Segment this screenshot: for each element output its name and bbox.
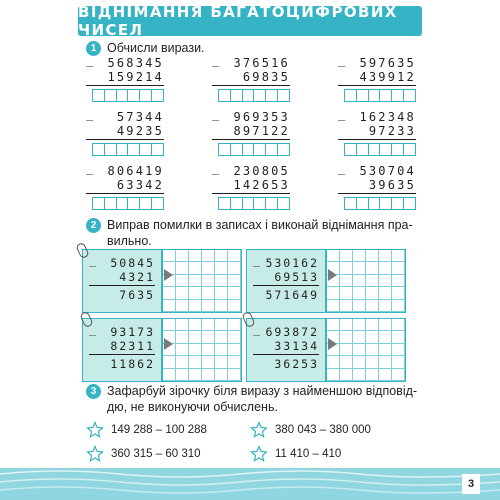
answer-cell[interactable]: [277, 89, 290, 102]
grid-cell[interactable]: [202, 250, 215, 262]
grid-cell[interactable]: [163, 250, 176, 262]
grid-cell[interactable]: [163, 319, 176, 331]
minuend-value: 530704: [359, 164, 416, 178]
grid-cell[interactable]: [163, 287, 176, 299]
star-icon[interactable]: [250, 445, 268, 463]
task-2-header: [86, 217, 413, 249]
grid-cell[interactable]: [340, 344, 353, 356]
underline: [253, 354, 319, 355]
answer-cell[interactable]: [151, 197, 164, 210]
arrow-right-icon: [328, 269, 337, 281]
grid-cell[interactable]: [340, 250, 353, 262]
erroneous-subtraction-card: [82, 249, 162, 313]
minuend: [212, 53, 290, 70]
minus-sign: _: [338, 107, 348, 121]
minuend: [338, 161, 416, 178]
grid-cell[interactable]: [340, 275, 353, 287]
grid-cell[interactable]: [189, 262, 202, 274]
grid-cell[interactable]: [228, 300, 241, 312]
underline: [86, 139, 164, 140]
star-icon[interactable]: [250, 421, 268, 439]
underline: [338, 139, 416, 140]
answer-cells[interactable]: [212, 89, 290, 102]
minuend-value: 93173: [110, 325, 155, 339]
minus-sign: _: [338, 161, 348, 175]
minuend-value: 693872: [265, 325, 319, 339]
subtrahend: 69835: [242, 70, 290, 84]
arrow-right-icon: [164, 338, 173, 350]
erroneous-subtraction-card: [82, 318, 162, 382]
answer-cells[interactable]: [212, 197, 290, 210]
grid-cell[interactable]: [379, 344, 392, 356]
grid-cell[interactable]: [353, 369, 366, 381]
grid-cell[interactable]: [176, 369, 189, 381]
subtrahend: 33134: [274, 339, 319, 353]
star-icon[interactable]: [86, 421, 104, 439]
task-2-text: [107, 217, 413, 249]
grid-cell[interactable]: [228, 275, 241, 287]
grid-cell[interactable]: [379, 356, 392, 368]
grid-cell[interactable]: [340, 262, 353, 274]
answer-cell[interactable]: [151, 143, 164, 156]
answer-cell[interactable]: [403, 143, 416, 156]
minuend: [253, 253, 319, 270]
grid-cell[interactable]: [189, 356, 202, 368]
grid-cell[interactable]: [392, 275, 405, 287]
grid-cell[interactable]: [327, 300, 340, 312]
grid-cell[interactable]: [163, 300, 176, 312]
minus-sign: _: [212, 161, 222, 175]
result: 7635: [119, 288, 155, 302]
grid-cell[interactable]: [215, 331, 228, 343]
task-1-number-badge: 1: [86, 41, 101, 56]
grid-cell[interactable]: [353, 250, 366, 262]
underline: [89, 354, 155, 355]
minuend: [86, 107, 164, 124]
grid-cell[interactable]: [202, 287, 215, 299]
star-icon[interactable]: [86, 445, 104, 463]
choice-1[interactable]: [86, 421, 207, 439]
grid-cell[interactable]: [327, 369, 340, 381]
grid-cell[interactable]: [228, 250, 241, 262]
task-2-text-line-1: Виправ помилки в записах і виконай віднімання пра-: [107, 218, 413, 232]
grid-cell[interactable]: [353, 344, 366, 356]
grid-cell[interactable]: [176, 300, 189, 312]
minus-sign: _: [86, 53, 96, 67]
grid-cell[interactable]: [379, 319, 392, 331]
task-3-text: [107, 383, 417, 415]
subtraction-example: [338, 53, 416, 102]
subtrahend: 142653: [233, 178, 290, 192]
subtraction-example: [86, 107, 164, 156]
subtraction-example: [86, 53, 164, 102]
grid-cell[interactable]: [353, 275, 366, 287]
minus-sign: _: [338, 53, 348, 67]
task-2-number-badge: 2: [86, 218, 101, 233]
minus-sign: _: [86, 107, 96, 121]
answer-cell[interactable]: [151, 89, 164, 102]
page-title: ВІДНІМАННЯ БАГАТОЦИФРОВИХ ЧИСЕЛ: [78, 6, 422, 36]
grid-cell[interactable]: [392, 250, 405, 262]
choice-1-label: 149 288 – 100 288: [111, 424, 207, 436]
grid-cell[interactable]: [327, 319, 340, 331]
grid-cell[interactable]: [379, 250, 392, 262]
grid-cell[interactable]: [366, 262, 379, 274]
minus-sign: _: [253, 322, 262, 336]
underline: [86, 193, 164, 194]
grid-cell[interactable]: [340, 319, 353, 331]
choice-3[interactable]: [86, 445, 201, 463]
result: 36253: [274, 357, 319, 371]
grid-cell[interactable]: [215, 300, 228, 312]
grid-cell[interactable]: [353, 287, 366, 299]
grid-cell[interactable]: [228, 344, 241, 356]
underline: [338, 85, 416, 86]
minus-sign: _: [89, 322, 98, 336]
choice-2[interactable]: [250, 421, 371, 439]
answer-grid[interactable]: [326, 249, 406, 313]
subtraction-example: [338, 161, 416, 210]
grid-cell[interactable]: [189, 344, 202, 356]
subtrahend: 63342: [116, 178, 164, 192]
task-2-text-line-2: вильно.: [107, 234, 152, 248]
grid-cell[interactable]: [189, 331, 202, 343]
grid-cell[interactable]: [353, 262, 366, 274]
grid-cell[interactable]: [228, 319, 241, 331]
answer-cells[interactable]: [86, 143, 164, 156]
grid-cell[interactable]: [215, 344, 228, 356]
answer-cells[interactable]: [86, 89, 164, 102]
erroneous-subtraction-card: [246, 318, 326, 382]
answer-cell[interactable]: [403, 197, 416, 210]
subtraction-example: [212, 161, 290, 210]
grid-cell[interactable]: [215, 319, 228, 331]
grid-cell[interactable]: [366, 344, 379, 356]
minuend-value: 50845: [110, 256, 155, 270]
grid-cell[interactable]: [340, 356, 353, 368]
grid-cell[interactable]: [366, 287, 379, 299]
grid-cell[interactable]: [215, 369, 228, 381]
subtrahend: 159214: [107, 70, 164, 84]
minuend-value: 597635: [359, 56, 416, 70]
minuend-value: 57344: [116, 110, 164, 124]
grid-cell[interactable]: [176, 275, 189, 287]
grid-cell[interactable]: [202, 344, 215, 356]
task-3-header: [86, 383, 417, 415]
grid-cell[interactable]: [392, 344, 405, 356]
subtrahend: 69513: [274, 270, 319, 284]
task-1-text: Обчисли вирази.: [107, 41, 205, 55]
arrow-right-icon: [164, 269, 173, 281]
grid-cell[interactable]: [392, 331, 405, 343]
answer-cells[interactable]: [338, 89, 416, 102]
grid-cell[interactable]: [366, 275, 379, 287]
answer-cells[interactable]: [212, 143, 290, 156]
underline: [86, 85, 164, 86]
grid-cell[interactable]: [340, 369, 353, 381]
grid-cell[interactable]: [366, 356, 379, 368]
grid-cell[interactable]: [202, 319, 215, 331]
grid-cell[interactable]: [215, 356, 228, 368]
minus-sign: _: [89, 253, 98, 267]
minuend: [338, 53, 416, 70]
grid-cell[interactable]: [176, 331, 189, 343]
grid-cell[interactable]: [228, 356, 241, 368]
grid-cell[interactable]: [189, 275, 202, 287]
grid-cell[interactable]: [379, 369, 392, 381]
arrow-right-icon: [328, 338, 337, 350]
minuend-value: 568345: [107, 56, 164, 70]
grid-cell[interactable]: [366, 331, 379, 343]
grid-cell[interactable]: [189, 369, 202, 381]
answer-grid[interactable]: [162, 249, 242, 313]
underline: [212, 139, 290, 140]
grid-cell[interactable]: [327, 356, 340, 368]
grid-cell[interactable]: [189, 287, 202, 299]
answer-grid[interactable]: [326, 318, 406, 382]
subtraction-example: [212, 107, 290, 156]
grid-cell[interactable]: [379, 287, 392, 299]
minuend-value: 376516: [233, 56, 290, 70]
subtrahend: 49235: [116, 124, 164, 138]
subtraction-example: [338, 107, 416, 156]
grid-cell[interactable]: [340, 331, 353, 343]
grid-cell[interactable]: [189, 300, 202, 312]
minuend-value: 162348: [359, 110, 416, 124]
erroneous-subtraction-card: [246, 249, 326, 313]
grid-cell[interactable]: [366, 319, 379, 331]
subtraction-example: [86, 161, 164, 210]
minus-sign: _: [212, 107, 222, 121]
grid-cell[interactable]: [353, 356, 366, 368]
minuend: [253, 322, 319, 339]
minuend: [338, 107, 416, 124]
answer-cell[interactable]: [277, 197, 290, 210]
task-3-text-line-2: дю, не виконуючи обчислень.: [107, 400, 278, 414]
grid-cell[interactable]: [202, 300, 215, 312]
subtraction-example: [212, 53, 290, 102]
bottom-wave-decoration: [0, 468, 500, 500]
task-1-header: [86, 40, 205, 56]
grid-cell[interactable]: [202, 331, 215, 343]
choice-3-label: 360 315 – 60 310: [111, 448, 201, 460]
minuend: [86, 53, 164, 70]
grid-cell[interactable]: [327, 250, 340, 262]
grid-cell[interactable]: [228, 369, 241, 381]
underline: [338, 193, 416, 194]
grid-cell[interactable]: [163, 356, 176, 368]
grid-cell[interactable]: [176, 344, 189, 356]
grid-cell[interactable]: [189, 250, 202, 262]
answer-cell[interactable]: [403, 89, 416, 102]
subtrahend: 897122: [233, 124, 290, 138]
grid-cell[interactable]: [392, 369, 405, 381]
grid-cell[interactable]: [340, 300, 353, 312]
result: 571649: [265, 288, 319, 302]
grid-cell[interactable]: [202, 262, 215, 274]
subtrahend: 4321: [119, 270, 155, 284]
page-number: 3: [462, 474, 480, 494]
choice-4[interactable]: [250, 445, 341, 463]
answer-cell[interactable]: [277, 143, 290, 156]
grid-cell[interactable]: [202, 356, 215, 368]
minus-sign: _: [253, 253, 262, 267]
minus-sign: _: [86, 161, 96, 175]
grid-cell[interactable]: [379, 331, 392, 343]
grid-cell[interactable]: [176, 319, 189, 331]
grid-cell[interactable]: [327, 287, 340, 299]
grid-cell[interactable]: [189, 319, 202, 331]
result: 11862: [110, 357, 155, 371]
grid-cell[interactable]: [353, 300, 366, 312]
choice-4-label: 11 410 – 410: [275, 448, 342, 460]
answer-cells[interactable]: [86, 197, 164, 210]
grid-cell[interactable]: [228, 287, 241, 299]
minuend-value: 969353: [233, 110, 290, 124]
grid-cell[interactable]: [353, 319, 366, 331]
task-3-number-badge: 3: [86, 384, 101, 399]
minuend-value: 530162: [265, 256, 319, 270]
grid-cell[interactable]: [215, 275, 228, 287]
minuend-value: 806419: [107, 164, 164, 178]
answer-cells[interactable]: [338, 143, 416, 156]
grid-cell[interactable]: [176, 250, 189, 262]
underline: [89, 285, 155, 286]
subtrahend: 439912: [359, 70, 416, 84]
grid-cell[interactable]: [392, 262, 405, 274]
grid-cell[interactable]: [176, 287, 189, 299]
grid-cell[interactable]: [366, 369, 379, 381]
task-3-text-line-1: Зафарбуй зірочку біля виразу з найменшою відповід-: [107, 384, 418, 398]
subtrahend: 82311: [110, 339, 155, 353]
grid-cell[interactable]: [379, 300, 392, 312]
underline: [253, 285, 319, 286]
grid-cell[interactable]: [228, 262, 241, 274]
grid-cell[interactable]: [215, 250, 228, 262]
minuend: [212, 107, 290, 124]
answer-grid[interactable]: [162, 318, 242, 382]
minus-sign: _: [212, 53, 222, 67]
grid-cell[interactable]: [366, 300, 379, 312]
grid-cell[interactable]: [202, 275, 215, 287]
grid-cell[interactable]: [379, 275, 392, 287]
grid-cell[interactable]: [392, 287, 405, 299]
answer-cells[interactable]: [338, 197, 416, 210]
grid-cell[interactable]: [176, 262, 189, 274]
underline: [212, 85, 290, 86]
choice-2-label: 380 043 – 380 000: [275, 424, 371, 436]
subtrahend: 39635: [368, 178, 416, 192]
grid-cell[interactable]: [163, 369, 176, 381]
grid-cell[interactable]: [340, 287, 353, 299]
grid-cell[interactable]: [392, 300, 405, 312]
grid-cell[interactable]: [176, 356, 189, 368]
grid-cell[interactable]: [215, 262, 228, 274]
grid-cell[interactable]: [202, 369, 215, 381]
grid-cell[interactable]: [392, 319, 405, 331]
grid-cell[interactable]: [215, 287, 228, 299]
grid-cell[interactable]: [366, 250, 379, 262]
grid-cell[interactable]: [379, 262, 392, 274]
underline: [212, 193, 290, 194]
grid-cell[interactable]: [228, 331, 241, 343]
minuend: [89, 322, 155, 339]
grid-cell[interactable]: [392, 356, 405, 368]
minuend: [86, 161, 164, 178]
minuend: [212, 161, 290, 178]
minuend: [89, 253, 155, 270]
subtrahend: 97233: [368, 124, 416, 138]
grid-cell[interactable]: [353, 331, 366, 343]
minuend-value: 230805: [233, 164, 290, 178]
